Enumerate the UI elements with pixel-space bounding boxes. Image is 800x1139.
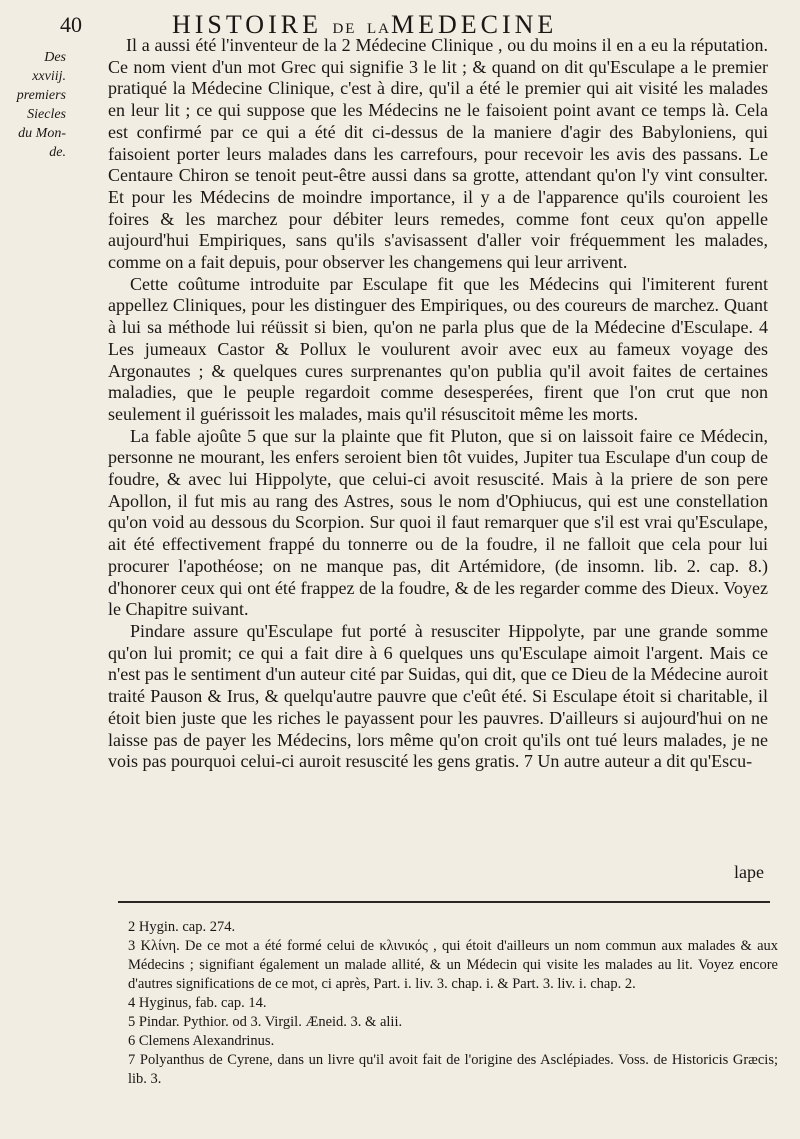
- margin-note: [8, 48, 66, 162]
- margin-note-line: du Mon-: [18, 126, 66, 141]
- main-text: [108, 35, 768, 773]
- paragraph: La fable ajoûte 5 que sur la plainte que fit Pluton, que si on laissoit faire ce Médecin, personne ne mourant, les enfers seroient bien tôt vuides, Jupiter tua Esculape d'un coup de foudre, & avec lui Hippolyte, que celui-ci avoit resuscité. Mais à la priere de son pere Apollon, il fut mis au rang des Astres, sous le nom d'Ophiucus, qui est une constellation qu'on void au dessous du Scorpion. Sur quoi il faut remarquer que s'il est vrai qu'Esculape, ait été effectivement frappé du tonnerre ou de la foudre, il ne falloit que cela pour lui procurer l'apothéose; on ne manque pas, dit Artémidore, (de insomn. lib. 2. cap. 8.) d'honorer ceux qui ont été frappez de la foudre, & de les regarder comme des Dieux. Voyez le Chapitre suivant.: [108, 425, 768, 620]
- footnote: 4 Hyginus, fab. cap. 14.: [128, 995, 267, 1011]
- page-number: 40: [60, 12, 82, 37]
- paragraph: Cette coûtume introduite par Esculape fit que les Médecins qui l'imiterent furent appellez Cliniques, pour les distinguer des Empiriques, ou des coureurs de marchez. Quant à lui sa méthode lui réüssit si bien, qu'on ne parla plus que de la Médecine d'Esculape. 4 Les jumeaux Castor & Pollux le voulurent avoir avec eux au fameux voyage des Argonautes ; & quelques cures surprenantes qu'on publia qu'il avoit faites de certaines maladies, que le peuple regardoit comme desesperées, firent que l'on crut que non seulement il guérissoit les malades, mais qu'il résuscitoit même les morts.: [108, 273, 768, 424]
- footnote: 3 Κλίνη. De ce mot a été formé celui de κλινικός , qui étoit d'ailleurs un nom commun aux malades & aux Médecins ; signifiant également un malade allité, & un Médecin qui visite les malades au lit. Voyez encore d'autres significations de ce mot, ci après, Part. i. liv. 3. chap. i. & Part. 3. liv. i. chap. 2.: [128, 938, 778, 992]
- footnote: 2 Hygin. cap. 274.: [128, 919, 236, 935]
- footnote: 6 Clemens Alexandrinus.: [128, 1033, 275, 1049]
- paragraph: Il a aussi été l'inventeur de la 2 Médecine Clinique , ou du moins il en a eu la réputation. Ce nom vient d'un mot Grec qui signifie 3 le lit ; & quand on dit qu'Esculape a le premier pratiqué la Médecine Clinique, c'est à dire, qu'il a été le premier qui ait visité les malades en leur lit ; ce qui suppose que les Médecins ne le faisoient point avant ce temps là. Cela est confirmé par ce qui a été dit ci-dessus de la maniere d'agir des Babyloniens, qui faisoient porter leurs malades dans les carrefours, pour recevoir les avis des passans. Le Centaure Chiron se tenoit peut-être aussi dans sa grotte, attendant qu'on l'y vint consulter. Et pour les Médecins de moindre importance, il y a de l'apparence qu'ils couroient les foires & les marchez pour débiter leurs remedes, comme font ceux qu'on appelle aujourd'hui Empiriques, sans qu'ils s'avisassent d'aller voir fréquemment les malades, comme on a fait depuis, pour observer les changemens qui leur arrivent.: [108, 35, 768, 273]
- margin-note-line: de.: [49, 145, 66, 160]
- margin-note-line: Siecles: [27, 107, 66, 122]
- paragraph: Pindare assure qu'Esculape fut porté à resusciter Hippolyte, par une grande somme qu'on lui promit; ce qui a fait dire à 6 quelques uns qu'Esculape aimoit l'argent. Mais ce n'est pas le sentiment d'un auteur cité par Suidas, qui dit, que ce Dieu de la Médecine auroit traité Pauson & Irus, & quelqu'autre pauvre que c'eût été. Si Esculape étoit si charitable, il étoit bien juste que les riches le payassent pour les pauvres. D'ailleurs si aujourd'hui on ne laisse pas de payer les Médecins, lors même qu'on croit qu'ils ont tué leurs malades, je ne vois pas pourquoi celui-ci auroit resuscité les gens gratis. 7 Un autre auteur a dit qu'Escu-: [108, 620, 768, 772]
- catchword: lape: [734, 862, 764, 882]
- title-word-histoire: HISTOIRE: [172, 10, 322, 39]
- title-word-la: LA: [366, 21, 391, 37]
- title-word-medecine: MEDECINE: [390, 10, 558, 39]
- footnotes: [128, 918, 778, 1089]
- margin-note-line: premiers: [16, 88, 66, 103]
- footnote: 5 Pindar. Pythior. od 3. Virgil. Æneid. 3. & alii.: [128, 1014, 403, 1030]
- margin-note-line: Des: [44, 50, 66, 65]
- footnote: 7 Polyanthus de Cyrene, dans un livre qu'il avoit fait de l'origine des Asclépiades. Voss. de Historicis Græcis; lib. 3.: [128, 1052, 778, 1087]
- margin-note-line: xxviij.: [32, 69, 66, 84]
- footnote-rule: [118, 901, 770, 903]
- title-word-de: DE: [332, 21, 357, 37]
